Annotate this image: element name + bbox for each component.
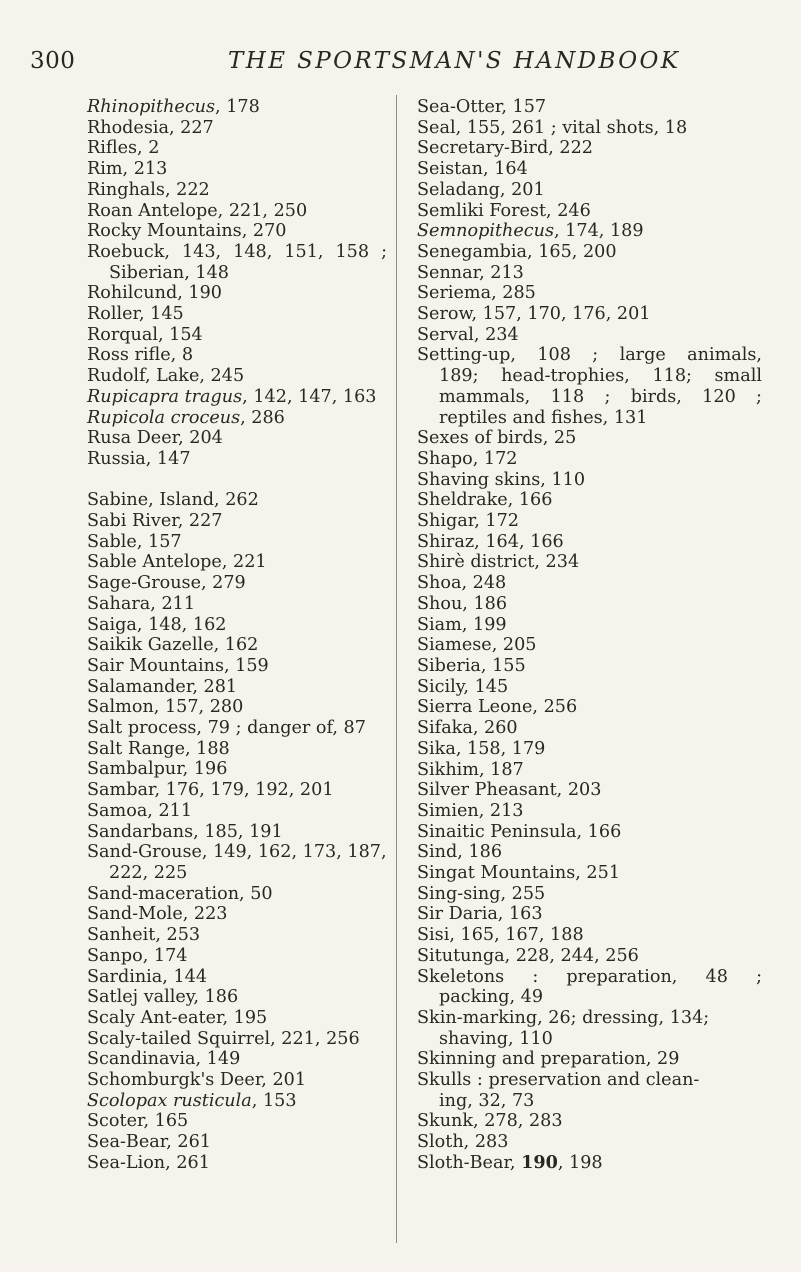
index-entry: Singat Mountains, 251 (417, 863, 621, 884)
index-entry-continuation: shaving, 110 (439, 1028, 553, 1049)
running-title: THE SPORTSMAN'S HANDBOOK (228, 48, 681, 74)
index-entry: Roller, 145 (87, 304, 184, 325)
index-entry: Scoter, 165 (87, 1111, 189, 1132)
index-entry: Scaly-tailed Squirrel, 221, 256 (87, 1028, 360, 1049)
index-entry: Saikik Gazelle, 162 (87, 635, 259, 656)
index-entry: Sisi, 165, 167, 188 (417, 925, 584, 946)
index-entry: Russia, 147 (87, 448, 191, 469)
index-entry: Rim, 213 (87, 159, 168, 180)
index-entry: Sandarbans, 185, 191 (87, 821, 283, 842)
index-entry: Sea-Lion, 261 (87, 1152, 210, 1173)
index-entry: Sambalpur, 196 (87, 759, 228, 780)
index-entry: Shaving skins, 110 (417, 469, 586, 490)
index-entry: Sable, 157 (87, 531, 182, 552)
index-entry: Sicily, 145 (417, 676, 509, 697)
index-entry: Skin-marking, 26; dressing, 134; (417, 1007, 710, 1028)
index-entry: Siam, 199 (417, 614, 507, 635)
index-entry: Serow, 157, 170, 176, 201 (417, 304, 651, 325)
index-entry: Sage-Grouse, 279 (87, 573, 246, 594)
index-entry: Saiga, 148, 162 (87, 614, 227, 635)
index-entry: Sabine, Island, 262 (87, 490, 259, 511)
index-entry: Sand-Grouse, 149, 162, 173, 187, (87, 842, 387, 863)
index-entry: Sikhim, 187 (417, 759, 524, 780)
index-entry: Sir Daria, 163 (417, 904, 543, 925)
index-entry: Sloth, 283 (417, 1132, 509, 1153)
index-entry: Sahara, 211 (87, 593, 196, 614)
index-entry: Sambar, 176, 179, 192, 201 (87, 780, 334, 801)
index-entry-continuation: mammals, 118 ; birds, 120 ; (439, 386, 762, 407)
index-entry: Sardinia, 144 (87, 966, 208, 987)
index-column-left (87, 97, 387, 1174)
index-entry: Ross rifle, 8 (87, 345, 194, 366)
index-entry: Seriema, 285 (417, 283, 536, 304)
index-entry: Samoa, 211 (87, 800, 193, 821)
index-entry: Rhodesia, 227 (87, 117, 214, 138)
index-entry-continuation: Siberian, 148 (109, 262, 229, 283)
index-entry: Siberia, 155 (417, 655, 526, 676)
index-entry: Roebuck, 143, 148, 151, 158 ; (87, 241, 387, 262)
index-entry: Rusa Deer, 204 (87, 428, 223, 449)
index-entry: Shiraz, 164, 166 (417, 531, 564, 552)
section-gap (87, 470, 387, 491)
index-entry: Scandinavia, 149 (87, 1049, 241, 1070)
index-entry: Skunk, 278, 283 (417, 1111, 563, 1132)
index-entry: Scolopax rusticula, 153 (87, 1090, 297, 1111)
index-entry: Simien, 213 (417, 800, 524, 821)
index-entry: Shou, 186 (417, 593, 508, 614)
index-entry: Sheldrake, 166 (417, 490, 553, 511)
index-entry: Salamander, 281 (87, 676, 238, 697)
index-entry: Sair Mountains, 159 (87, 655, 269, 676)
index-entry: Skeletons : preparation, 48 ; (417, 966, 762, 987)
index-entry: Sea-Otter, 157 (417, 97, 547, 117)
index-entry: Salmon, 157, 280 (87, 697, 244, 718)
index-entry: Scaly Ant-eater, 195 (87, 1007, 268, 1028)
index-entry: Rupicapra tragus, 142, 147, 163 (87, 386, 377, 407)
index-entry: Siamese, 205 (417, 635, 537, 656)
index-entry-continuation: ing, 32, 73 (439, 1090, 535, 1111)
index-entry: Seistan, 164 (417, 159, 528, 180)
index-entry: Skinning and preparation, 29 (417, 1049, 680, 1070)
index-entry: Sea-Bear, 261 (87, 1132, 211, 1153)
index-entry: Shoa, 248 (417, 573, 507, 594)
index-entry: Sexes of birds, 25 (417, 428, 577, 449)
index-entry: Salt process, 79 ; danger of, 87 (87, 718, 366, 739)
index-entry: Serval, 234 (417, 324, 519, 345)
index-entry: Rupicola croceus, 286 (87, 407, 285, 428)
page-header (30, 48, 770, 88)
index-entry: Sennar, 213 (417, 262, 524, 283)
index-entry: Sloth-Bear, 190, 198 (417, 1151, 603, 1173)
index-entry: Shigar, 172 (417, 511, 520, 532)
index-entry: Rifles, 2 (87, 138, 160, 159)
index-entry: Sing-sing, 255 (417, 883, 546, 904)
index-entry: Sanheit, 253 (87, 925, 201, 946)
index-entry: Sifaka, 260 (417, 718, 518, 739)
index-entry: Ringhals, 222 (87, 179, 210, 200)
index-entry: Rhinopithecus, 178 (87, 97, 260, 117)
index-entry: Sinaitic Peninsula, 166 (417, 821, 622, 842)
index-entry: Sanpo, 174 (87, 945, 188, 966)
index-entry: Satlej valley, 186 (87, 987, 239, 1008)
index-entry: Sierra Leone, 256 (417, 697, 578, 718)
index-entry: Situtunga, 228, 244, 256 (417, 945, 639, 966)
index-column-right (400, 97, 762, 1174)
index-entry: Sika, 158, 179 (417, 738, 546, 759)
index-entry: Sable Antelope, 221 (87, 552, 267, 573)
index-entry: Semliki Forest, 246 (417, 200, 591, 221)
index-entry-continuation: reptiles and fishes, 131 (439, 407, 648, 428)
index-entry-continuation: 222, 225 (109, 863, 188, 883)
page-number: 300 (30, 48, 76, 74)
index-entry: Seladang, 201 (417, 179, 545, 200)
index-entry: Silver Pheasant, 203 (417, 780, 602, 801)
index-entry-continuation: 189; head-trophies, 118; small (439, 366, 762, 387)
index-entry: Rudolf, Lake, 245 (87, 366, 245, 387)
index-entry: Sind, 186 (417, 842, 503, 863)
index-entry: Rorqual, 154 (87, 324, 203, 345)
index-entry: Sand-Mole, 223 (87, 904, 228, 925)
index-entry: Roan Antelope, 221, 250 (87, 200, 308, 221)
index-entry: Skulls : preservation and clean- (417, 1070, 700, 1091)
index-entry: Salt Range, 188 (87, 738, 230, 759)
column-divider (396, 95, 397, 1243)
index-entry: Secretary-Bird, 222 (417, 138, 593, 159)
index-entry: Rocky Mountains, 270 (87, 221, 287, 242)
index-entry-continuation: packing, 49 (439, 987, 544, 1008)
index-entry: Seal, 155, 261 ; vital shots, 18 (417, 117, 688, 138)
index-entry: Sabi River, 227 (87, 511, 223, 532)
index-entry: Sand-maceration, 50 (87, 883, 273, 904)
index-entry: Senegambia, 165, 200 (417, 241, 617, 262)
index-entry: Rohilcund, 190 (87, 283, 222, 304)
index-entry: Schomburgk's Deer, 201 (87, 1070, 307, 1091)
index-entry: Shirè district, 234 (417, 552, 580, 573)
index-entry: Setting-up, 108 ; large animals, (417, 345, 762, 366)
index-entry: Semnopithecus, 174, 189 (417, 221, 644, 242)
index-entry: Shapo, 172 (417, 448, 518, 469)
